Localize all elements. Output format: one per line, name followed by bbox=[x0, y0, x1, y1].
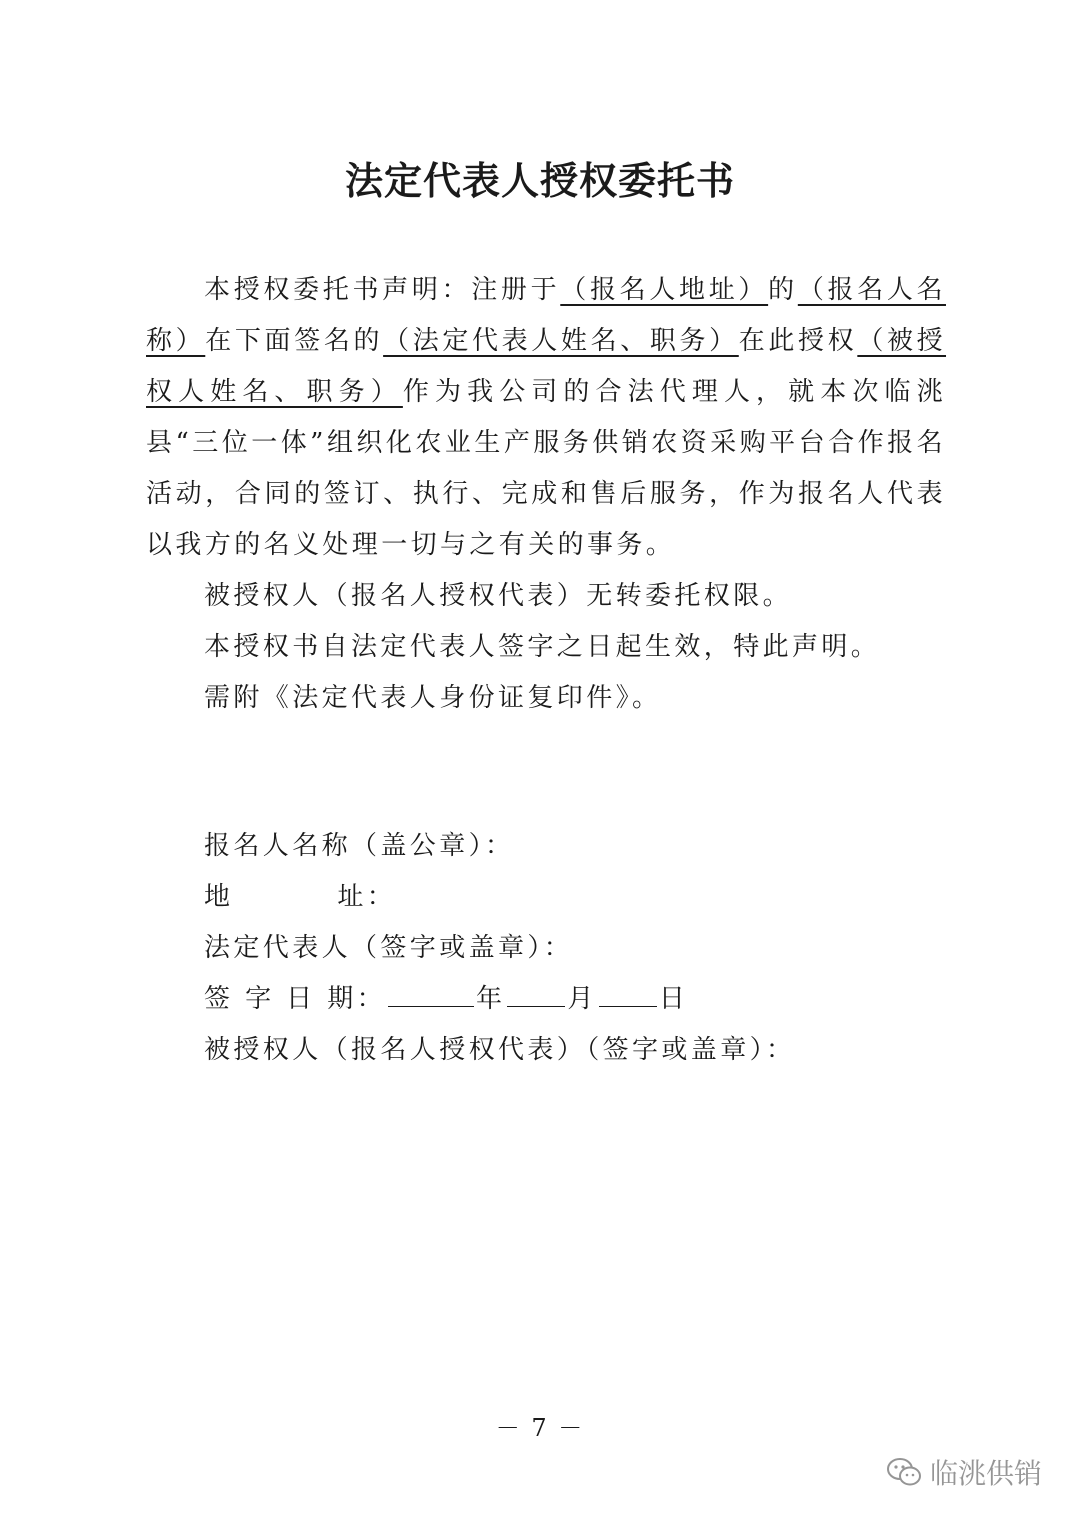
sign-date-line bbox=[204, 974, 795, 1025]
address-label-2: 址： bbox=[337, 882, 397, 912]
address-label-1: 地 bbox=[204, 882, 234, 912]
paragraph-attachment: 需附《法定代表人身份证复印件》。 bbox=[204, 683, 662, 713]
year-blank bbox=[388, 980, 474, 1007]
day-blank bbox=[599, 980, 657, 1007]
applicant-name-line: 报名人名称（盖公章）： bbox=[204, 831, 515, 861]
watermark bbox=[886, 1452, 1042, 1492]
watermark-text: 临洮供销 bbox=[929, 1457, 1042, 1490]
document-title: 法定代表人授权委托书 bbox=[344, 158, 735, 203]
month-label: 月 bbox=[567, 984, 597, 1014]
address-line bbox=[204, 872, 795, 923]
legal-rep-line: 法定代表人（签字或盖章）： bbox=[204, 933, 574, 963]
applicant-name-placeholder: （报名人名称） bbox=[146, 275, 946, 356]
legal-rep-placeholder: （法定代表人姓名、职务） bbox=[383, 326, 739, 356]
declaration-text-3: 在下面签名的 bbox=[205, 326, 384, 356]
authorized-rep-line: 被授权人（报名人授权代表）（签字或盖章）： bbox=[204, 1035, 796, 1065]
applicant-address-placeholder: （报名人地址） bbox=[560, 275, 769, 305]
declaration-text-1: 本授权委托书声明：注册于 bbox=[204, 275, 561, 305]
page-number: － 7 － bbox=[495, 1414, 585, 1442]
document-body bbox=[146, 265, 946, 724]
year-label: 年 bbox=[476, 984, 506, 1014]
sign-date-label: 签 字 日 期： bbox=[204, 984, 386, 1014]
month-blank bbox=[507, 980, 565, 1007]
paragraph-no-subdelegation: 被授权人（报名人授权代表）无转委托权限。 bbox=[204, 581, 793, 611]
declaration-text-5: 作为我公司的合法代理人，就本次临洮县“三位一体”组织化农业生产服务供销农资采购平台合作报名活动，合同的签订、执行、完成和售后服务，作为报名人代表以我方的名义处理一切与之有关的事务。 bbox=[146, 377, 946, 560]
signature-block bbox=[204, 821, 795, 1076]
wechat-icon bbox=[886, 1456, 922, 1488]
declaration-text-2: 的 bbox=[768, 275, 798, 305]
paragraph-declaration bbox=[146, 265, 946, 571]
day-label: 日 bbox=[658, 984, 689, 1014]
paragraph-effective: 本授权书自法定代表人签字之日起生效，特此声明。 bbox=[204, 632, 881, 662]
authorized-person-placeholder: （被授权人姓名、职务） bbox=[146, 326, 947, 407]
declaration-text-4: 在此授权 bbox=[738, 326, 858, 356]
